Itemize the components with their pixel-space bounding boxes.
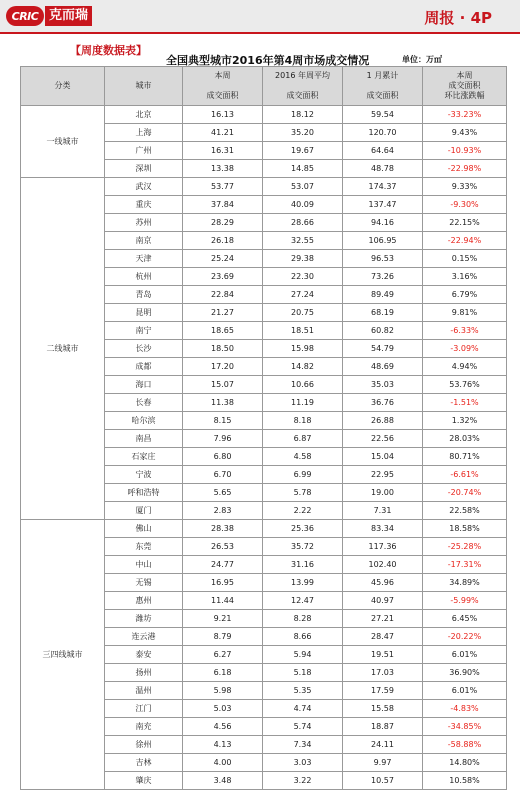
month-area-cell: 19.00 [343, 484, 423, 502]
week-area-cell: 13.38 [183, 160, 263, 178]
city-cell: 深圳 [105, 160, 183, 178]
change-cell: -4.83% [423, 700, 507, 718]
avg-area-cell: 8.66 [263, 628, 343, 646]
avg-area-cell: 4.74 [263, 700, 343, 718]
change-cell: -20.22% [423, 628, 507, 646]
month-area-cell: 59.54 [343, 106, 423, 124]
header-week [183, 67, 263, 106]
month-area-cell: 106.95 [343, 232, 423, 250]
month-area-cell: 22.56 [343, 430, 423, 448]
header-week-top: 本周 [214, 71, 231, 80]
avg-area-cell: 2.22 [263, 502, 343, 520]
week-area-cell: 4.13 [183, 736, 263, 754]
avg-area-cell: 7.34 [263, 736, 343, 754]
change-cell: 53.76% [423, 376, 507, 394]
week-area-cell: 5.03 [183, 700, 263, 718]
change-cell: -25.28% [423, 538, 507, 556]
change-cell: -20.74% [423, 484, 507, 502]
month-area-cell: 174.37 [343, 178, 423, 196]
month-area-cell: 24.11 [343, 736, 423, 754]
change-cell: -5.99% [423, 592, 507, 610]
change-cell: 22.58% [423, 502, 507, 520]
week-area-cell: 5.65 [183, 484, 263, 502]
table-row [21, 178, 507, 196]
week-area-cell: 18.65 [183, 322, 263, 340]
header-change-top: 本周 [456, 71, 473, 80]
change-cell: -33.23% [423, 106, 507, 124]
week-area-cell: 25.24 [183, 250, 263, 268]
change-cell: -10.93% [423, 142, 507, 160]
week-area-cell: 8.15 [183, 412, 263, 430]
change-cell: -1.51% [423, 394, 507, 412]
change-cell: 3.16% [423, 268, 507, 286]
city-cell: 无锡 [105, 574, 183, 592]
category-cell: 二线城市 [21, 178, 105, 520]
section-label: 【周度数据表】 [70, 44, 147, 57]
month-area-cell: 17.59 [343, 682, 423, 700]
avg-area-cell: 22.30 [263, 268, 343, 286]
week-area-cell: 22.84 [183, 286, 263, 304]
avg-area-cell: 10.66 [263, 376, 343, 394]
city-cell: 南宁 [105, 322, 183, 340]
city-cell: 武汉 [105, 178, 183, 196]
week-area-cell: 53.77 [183, 178, 263, 196]
month-area-cell: 36.76 [343, 394, 423, 412]
month-area-cell: 18.87 [343, 718, 423, 736]
category-cell: 一线城市 [21, 106, 105, 178]
avg-area-cell: 6.87 [263, 430, 343, 448]
top-bar [0, 0, 520, 34]
city-cell: 中山 [105, 556, 183, 574]
month-area-cell: 10.57 [343, 772, 423, 790]
month-area-cell: 94.16 [343, 214, 423, 232]
city-cell: 南昌 [105, 430, 183, 448]
week-area-cell: 4.56 [183, 718, 263, 736]
weekly-data-table [20, 66, 507, 790]
month-area-cell: 9.97 [343, 754, 423, 772]
change-cell: -22.98% [423, 160, 507, 178]
header-avg-sub: 成交面积 [286, 91, 319, 100]
city-cell: 徐州 [105, 736, 183, 754]
city-cell: 长春 [105, 394, 183, 412]
header-month [343, 67, 423, 106]
week-area-cell: 5.98 [183, 682, 263, 700]
city-cell: 惠州 [105, 592, 183, 610]
week-area-cell: 16.13 [183, 106, 263, 124]
month-area-cell: 27.21 [343, 610, 423, 628]
avg-area-cell: 25.36 [263, 520, 343, 538]
week-area-cell: 16.95 [183, 574, 263, 592]
change-cell: -22.94% [423, 232, 507, 250]
change-cell: 34.89% [423, 574, 507, 592]
avg-area-cell: 4.58 [263, 448, 343, 466]
change-cell: 6.79% [423, 286, 507, 304]
month-area-cell: 19.51 [343, 646, 423, 664]
city-cell: 东莞 [105, 538, 183, 556]
month-area-cell: 48.69 [343, 358, 423, 376]
header-change [423, 67, 507, 106]
week-area-cell: 11.44 [183, 592, 263, 610]
week-area-cell: 11.38 [183, 394, 263, 412]
week-area-cell: 6.27 [183, 646, 263, 664]
city-cell: 江门 [105, 700, 183, 718]
week-area-cell: 28.29 [183, 214, 263, 232]
city-cell: 石家庄 [105, 448, 183, 466]
header-month-sub: 成交面积 [366, 91, 399, 100]
change-cell: 10.58% [423, 772, 507, 790]
avg-area-cell: 5.78 [263, 484, 343, 502]
month-area-cell: 64.64 [343, 142, 423, 160]
month-area-cell: 96.53 [343, 250, 423, 268]
avg-area-cell: 28.66 [263, 214, 343, 232]
week-area-cell: 6.80 [183, 448, 263, 466]
avg-area-cell: 53.07 [263, 178, 343, 196]
change-cell: 6.01% [423, 682, 507, 700]
change-cell: 6.45% [423, 610, 507, 628]
change-cell: 0.15% [423, 250, 507, 268]
week-area-cell: 6.70 [183, 466, 263, 484]
month-area-cell: 54.79 [343, 340, 423, 358]
avg-area-cell: 14.85 [263, 160, 343, 178]
avg-area-cell: 20.75 [263, 304, 343, 322]
change-cell: -34.85% [423, 718, 507, 736]
week-area-cell: 28.38 [183, 520, 263, 538]
week-area-cell: 8.79 [183, 628, 263, 646]
city-cell: 青岛 [105, 286, 183, 304]
city-cell: 成都 [105, 358, 183, 376]
category-cell: 三四线城市 [21, 520, 105, 790]
month-area-cell: 83.34 [343, 520, 423, 538]
week-area-cell: 37.84 [183, 196, 263, 214]
month-area-cell: 60.82 [343, 322, 423, 340]
week-area-cell: 7.96 [183, 430, 263, 448]
month-area-cell: 15.58 [343, 700, 423, 718]
change-cell: 14.80% [423, 754, 507, 772]
change-cell: 22.15% [423, 214, 507, 232]
month-area-cell: 15.04 [343, 448, 423, 466]
table-row [21, 520, 507, 538]
table-header [21, 67, 507, 106]
change-cell: 9.43% [423, 124, 507, 142]
week-area-cell: 24.77 [183, 556, 263, 574]
change-cell: 6.01% [423, 646, 507, 664]
month-area-cell: 48.78 [343, 160, 423, 178]
header-avg-top: 2016 年周平均 [275, 71, 330, 80]
change-cell: 4.94% [423, 358, 507, 376]
month-area-cell: 73.26 [343, 268, 423, 286]
avg-area-cell: 13.99 [263, 574, 343, 592]
city-cell: 宁波 [105, 466, 183, 484]
city-cell: 吉林 [105, 754, 183, 772]
avg-area-cell: 15.98 [263, 340, 343, 358]
week-area-cell: 41.21 [183, 124, 263, 142]
month-area-cell: 137.47 [343, 196, 423, 214]
city-cell: 温州 [105, 682, 183, 700]
change-cell: 9.33% [423, 178, 507, 196]
avg-area-cell: 3.03 [263, 754, 343, 772]
header-category: 分类 [21, 67, 105, 106]
avg-area-cell: 29.38 [263, 250, 343, 268]
report-label: 周报 · 4P [424, 9, 492, 27]
header-change-sub: 环比涨跌幅 [444, 91, 485, 100]
week-area-cell: 9.21 [183, 610, 263, 628]
table-body [21, 106, 507, 790]
change-cell: -9.30% [423, 196, 507, 214]
city-cell: 连云港 [105, 628, 183, 646]
city-cell: 南充 [105, 718, 183, 736]
week-area-cell: 3.48 [183, 772, 263, 790]
city-cell: 肇庆 [105, 772, 183, 790]
avg-area-cell: 35.20 [263, 124, 343, 142]
header-change-mid: 成交面积 [448, 81, 481, 90]
logo-mark: CRIC [6, 6, 44, 26]
city-cell: 广州 [105, 142, 183, 160]
city-cell: 扬州 [105, 664, 183, 682]
month-area-cell: 22.95 [343, 466, 423, 484]
week-area-cell: 2.83 [183, 502, 263, 520]
cric-logo [6, 4, 92, 28]
avg-area-cell: 14.82 [263, 358, 343, 376]
header-month-top: 1 月累计 [366, 71, 399, 80]
month-area-cell: 68.19 [343, 304, 423, 322]
month-area-cell: 40.97 [343, 592, 423, 610]
change-cell: -17.31% [423, 556, 507, 574]
week-area-cell: 23.69 [183, 268, 263, 286]
change-cell: 28.03% [423, 430, 507, 448]
city-cell: 昆明 [105, 304, 183, 322]
avg-area-cell: 3.22 [263, 772, 343, 790]
avg-area-cell: 12.47 [263, 592, 343, 610]
avg-area-cell: 5.18 [263, 664, 343, 682]
city-cell: 重庆 [105, 196, 183, 214]
week-area-cell: 26.18 [183, 232, 263, 250]
week-area-cell: 16.31 [183, 142, 263, 160]
change-cell: 1.32% [423, 412, 507, 430]
month-area-cell: 89.49 [343, 286, 423, 304]
table-title: 全国典型城市2016年第4周市场成交情况 [166, 54, 370, 67]
month-area-cell: 17.03 [343, 664, 423, 682]
avg-area-cell: 11.19 [263, 394, 343, 412]
city-cell: 苏州 [105, 214, 183, 232]
table-row [21, 106, 507, 124]
change-cell: 80.71% [423, 448, 507, 466]
avg-area-cell: 6.99 [263, 466, 343, 484]
avg-area-cell: 5.74 [263, 718, 343, 736]
header-city: 城市 [105, 67, 183, 106]
month-area-cell: 28.47 [343, 628, 423, 646]
change-cell: 36.90% [423, 664, 507, 682]
week-area-cell: 18.50 [183, 340, 263, 358]
change-cell: -6.61% [423, 466, 507, 484]
city-cell: 厦门 [105, 502, 183, 520]
header-avg [263, 67, 343, 106]
city-cell: 呼和浩特 [105, 484, 183, 502]
city-cell: 南京 [105, 232, 183, 250]
avg-area-cell: 40.09 [263, 196, 343, 214]
avg-area-cell: 8.18 [263, 412, 343, 430]
week-area-cell: 17.20 [183, 358, 263, 376]
avg-area-cell: 8.28 [263, 610, 343, 628]
header-week-sub: 成交面积 [206, 91, 239, 100]
change-cell: 18.58% [423, 520, 507, 538]
week-area-cell: 21.27 [183, 304, 263, 322]
avg-area-cell: 35.72 [263, 538, 343, 556]
avg-area-cell: 5.35 [263, 682, 343, 700]
avg-area-cell: 5.94 [263, 646, 343, 664]
city-cell: 潍坊 [105, 610, 183, 628]
city-cell: 泰安 [105, 646, 183, 664]
avg-area-cell: 18.12 [263, 106, 343, 124]
week-area-cell: 4.00 [183, 754, 263, 772]
month-area-cell: 117.36 [343, 538, 423, 556]
month-area-cell: 102.40 [343, 556, 423, 574]
city-cell: 佛山 [105, 520, 183, 538]
week-area-cell: 15.07 [183, 376, 263, 394]
avg-area-cell: 27.24 [263, 286, 343, 304]
avg-area-cell: 31.16 [263, 556, 343, 574]
change-cell: -6.33% [423, 322, 507, 340]
change-cell: -58.88% [423, 736, 507, 754]
month-area-cell: 45.96 [343, 574, 423, 592]
avg-area-cell: 32.55 [263, 232, 343, 250]
change-cell: 9.81% [423, 304, 507, 322]
avg-area-cell: 19.67 [263, 142, 343, 160]
logo-chinese: 克而瑞 [45, 6, 92, 26]
week-area-cell: 26.53 [183, 538, 263, 556]
month-area-cell: 26.88 [343, 412, 423, 430]
city-cell: 杭州 [105, 268, 183, 286]
avg-area-cell: 18.51 [263, 322, 343, 340]
city-cell: 天津 [105, 250, 183, 268]
city-cell: 哈尔滨 [105, 412, 183, 430]
month-area-cell: 120.70 [343, 124, 423, 142]
month-area-cell: 35.03 [343, 376, 423, 394]
unit-label: 单位：万㎡ [402, 55, 442, 64]
change-cell: -3.09% [423, 340, 507, 358]
city-cell: 上海 [105, 124, 183, 142]
city-cell: 北京 [105, 106, 183, 124]
month-area-cell: 7.31 [343, 502, 423, 520]
city-cell: 长沙 [105, 340, 183, 358]
week-area-cell: 6.18 [183, 664, 263, 682]
city-cell: 海口 [105, 376, 183, 394]
